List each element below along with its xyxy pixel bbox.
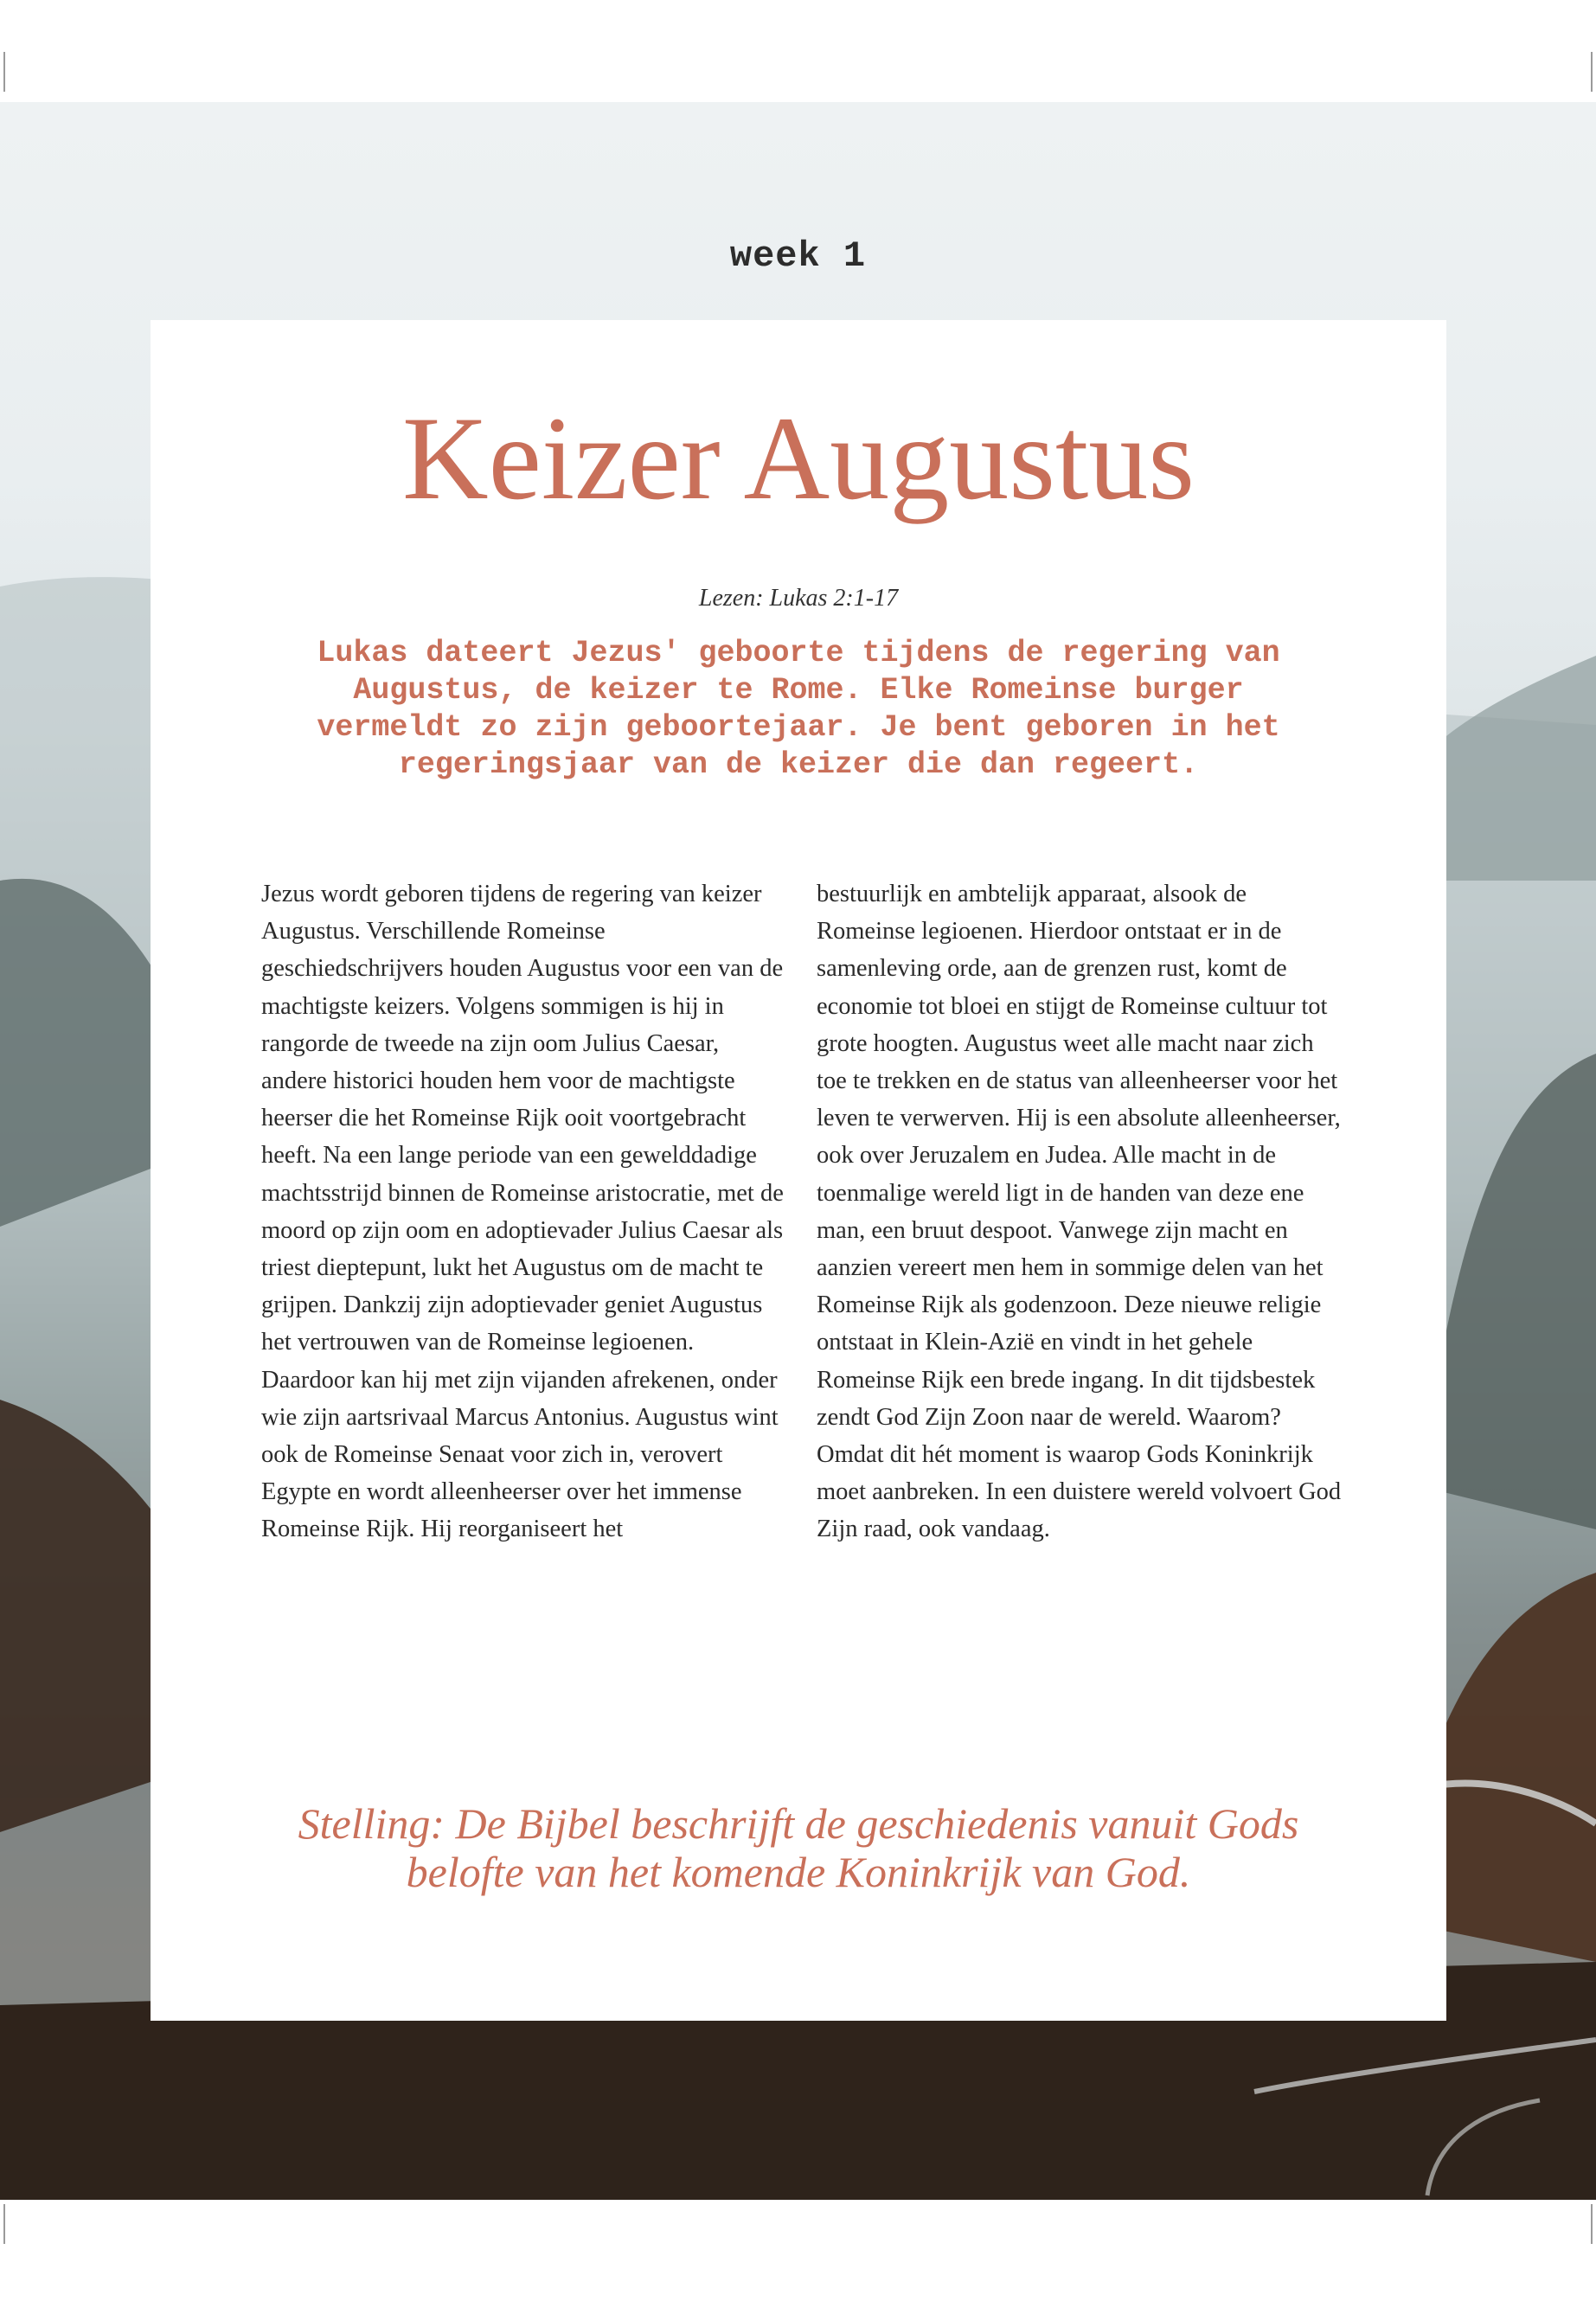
crop-mark-bottom-left — [3, 2204, 5, 2244]
body-column-right: bestuurlijk en ambtelijk apparaat, alsook de Romeinse legioenen. Hierdoor ontstaat er in de samenleving orde, aan de grenzen rust, komt de economie tot bloei en stijgt de Romeinse cultuur tot grote hoogten. Augustus weet alle macht naar zich toe te trekken en de status van alleenheerser voor het leven te verwerven. Hij is een absolute alleenheerser, ook over Jeruzalem en Judea. Alle macht in de toenmalige wereld ligt in de handen van deze ene man, een bruut despoot. Vanwege zijn macht en aanzien vereert men hem in sommige delen van het Romeinse Rijk als godenzoon. Deze nieuwe religie ontstaat in Klein-Azië en vindt in het gehele Romeinse Rijk een brede ingang. In dit tijdsbestek zendt God Zijn Zoon naar de wereld. Waarom? Omdat dit hét moment is waarop Gods Koninkrijk moet aanbreken. In een duistere wereld volvoert God Zijn raad, ook vandaag. — [817, 881, 1342, 1543]
intro-text: Lukas dateert Jezus' geboorte tijdens de regering van Augustus, de keizer te Rome. Elke Romeinse burger vermeldt zo zijn geboortejaar. Je bent geboren in het regeringsjaar van de keizer die dan regeert. — [317, 636, 1280, 782]
page-title: Keizer Augustus — [401, 392, 1195, 524]
body-column-left: Jezus wordt geboren tijdens de regering van keizer Augustus. Verschillende Romeinse geschiedschrijvers houden Augustus voor een van de machtigste keizers. Volgens sommigen is hij in rangorde de tweede na zijn oom Julius Caesar, andere historici houden hem voor de machtigste heerser die het Romeinse Rijk ooit voortgebracht heeft. Na een lange periode van een gewelddadige machtsstrijd binnen de Romeinse aristocratie, met de moord op zijn oom en adoptievader Julius Caesar als triest dieptepunt, lukt het Augustus om de macht te grijpen. Dankzij zijn adoptievader geniet Augustus het vertrouwen van de Romeinse legioenen. Daardoor kan hij met zijn vijanden afrekenen, onder wie zijn aartsrivaal Marcus Antonius. Augustus wint ook de Romeinse Senaat voor zich in, verovert Egypte en wordt alleenheerser over het immense Romeinse Rijk. Hij reorganiseert het — [261, 881, 784, 1543]
thesis-statement: Stelling: De Bijbel beschrijft de geschiedenis vanuit Gods belofte van het komende Koninkrijk van God. — [298, 1799, 1299, 1896]
week-label: week 1 — [729, 235, 867, 277]
crop-mark-top-right — [1591, 52, 1593, 92]
content-card — [151, 320, 1446, 2021]
reading-reference: Lezen: Lukas 2:1-17 — [698, 585, 899, 612]
crop-mark-bottom-right — [1591, 2204, 1593, 2244]
crop-mark-top-left — [3, 52, 5, 92]
